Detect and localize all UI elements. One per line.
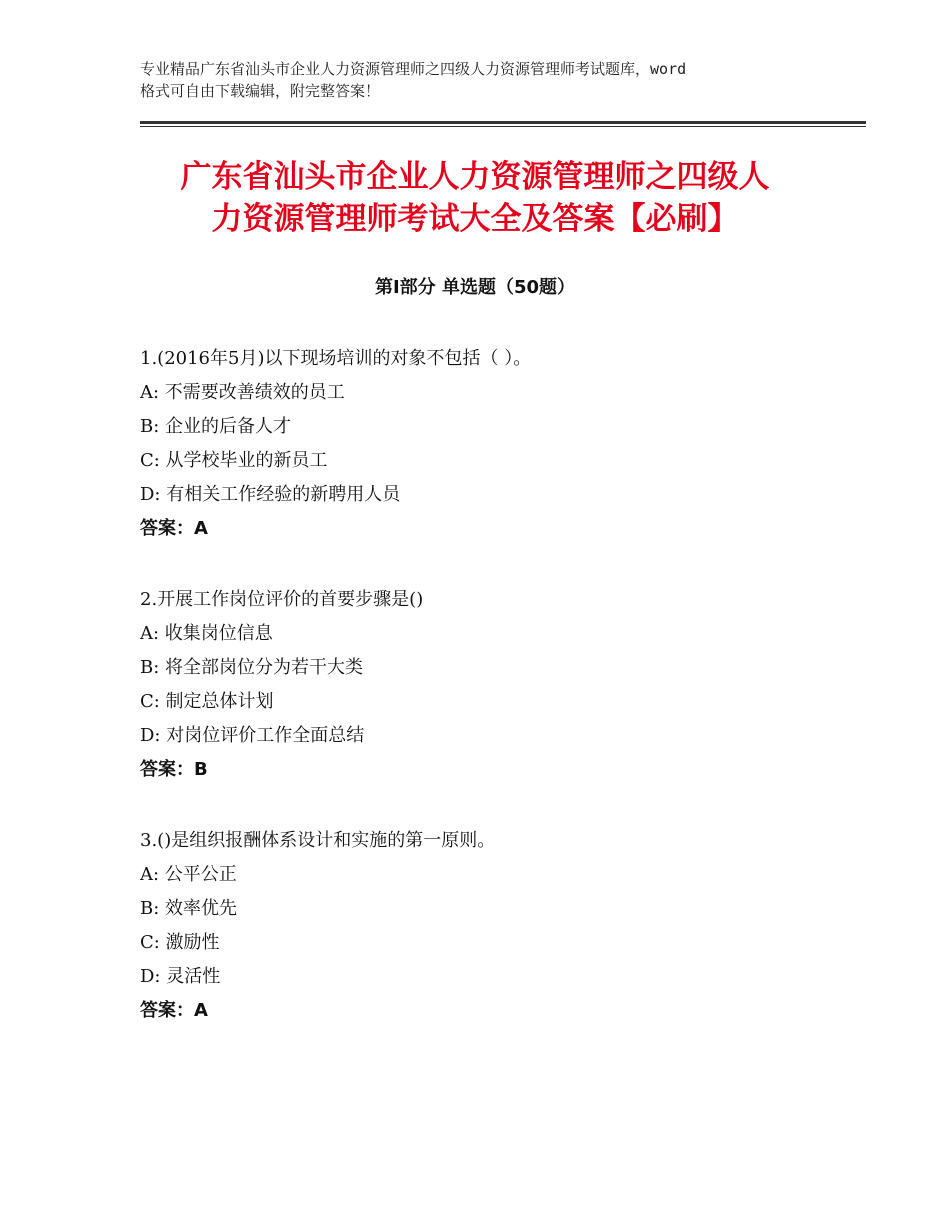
header-note-line-1: 专业精品广东省汕头市企业人力资源管理师之四级人力资源管理师考试题库，word — [140, 60, 687, 78]
option-a: A: 收集岗位信息 — [140, 623, 273, 644]
option-b: B: 效率优先 — [140, 898, 238, 919]
question-spacer — [140, 546, 860, 583]
question-2 — [140, 583, 860, 787]
question-list — [140, 342, 860, 1028]
answer-line: 答案：A — [140, 518, 208, 539]
header-note-line-2: 格式可自由下载编辑，附完整答案！ — [140, 82, 381, 100]
option-d: D: 有相关工作经验的新聘用人员 — [140, 484, 401, 505]
section-title: 第Ⅰ部分 单选题（50题） — [374, 277, 575, 298]
question-3 — [140, 824, 860, 1028]
answer-line: 答案：A — [140, 1000, 208, 1021]
question-stem: 1.(2016年5月)以下现场培训的对象不包括（ ）。 — [140, 348, 532, 369]
option-c: C: 激励性 — [140, 932, 220, 953]
question-1 — [140, 342, 860, 546]
option-c: C: 制定总体计划 — [140, 691, 274, 712]
option-d: D: 灵活性 — [140, 966, 221, 987]
document-title — [100, 156, 850, 240]
option-a: A: 公平公正 — [140, 864, 237, 885]
header-divider-thick — [140, 121, 866, 124]
option-b: B: 企业的后备人才 — [140, 416, 292, 437]
question-stem: 2.开展工作岗位评价的首要步骤是() — [140, 589, 424, 610]
document-title-line-2: 力资源管理师考试大全及答案【必刷】 — [211, 201, 739, 237]
answer-line: 答案：B — [140, 759, 208, 780]
header-note — [140, 58, 830, 102]
option-a: A: 不需要改善绩效的员工 — [140, 382, 345, 403]
option-c: C: 从学校毕业的新员工 — [140, 450, 328, 471]
question-spacer — [140, 787, 860, 824]
document-title-line-1: 广东省汕头市企业人力资源管理师之四级人 — [180, 159, 770, 195]
option-d: D: 对岗位评价工作全面总结 — [140, 725, 365, 746]
question-stem: 3.()是组织报酬体系设计和实施的第一原则。 — [140, 830, 496, 851]
header-divider-thin — [140, 126, 866, 127]
option-b: B: 将全部岗位分为若干大类 — [140, 657, 364, 678]
